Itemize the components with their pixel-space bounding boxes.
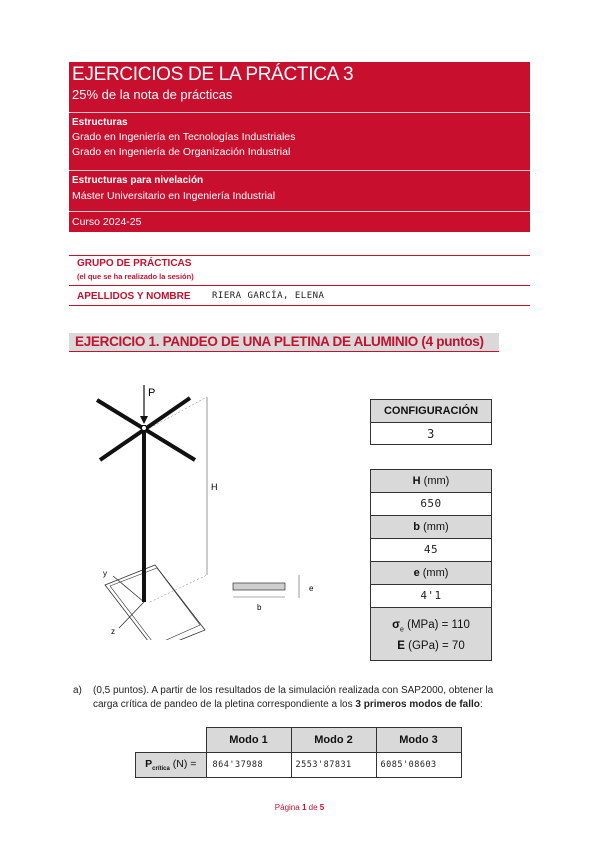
- p-unit: (N) =: [172, 757, 197, 770]
- material-properties: [371, 608, 491, 660]
- b-unit: (mm): [423, 521, 449, 533]
- course-year: Curso 2024-25: [72, 216, 142, 228]
- group-note: (el que se ha realizado la sesión): [77, 272, 194, 281]
- name-value[interactable]: RIERA GARCÍA, ELENA: [212, 291, 325, 301]
- load-arrow-head: [140, 416, 148, 424]
- question-a-bold: 3 primeros modos de fallo: [355, 699, 480, 710]
- h-label: H: [412, 475, 421, 487]
- configuration-header: CONFIGURACIÓN: [371, 400, 491, 423]
- p-symbol: P: [145, 757, 153, 770]
- elastic-modulus: [371, 638, 491, 654]
- document-title: EJERCICIOS DE LA PRÁCTICA 3: [72, 64, 354, 85]
- section-heading-structures: Estructuras: [72, 117, 128, 128]
- b-header: [371, 516, 491, 539]
- page-separator: de: [306, 803, 320, 812]
- b-label: b: [413, 521, 420, 533]
- thickness-label: e: [309, 584, 314, 593]
- h-value[interactable]: 650: [371, 493, 491, 516]
- b-value[interactable]: 45: [371, 539, 491, 562]
- mode-1-header: Modo 1: [206, 728, 291, 753]
- sigma-value: (MPa) = 110: [407, 619, 470, 631]
- configuration-box: [370, 399, 492, 445]
- modes-header-row: [136, 728, 462, 753]
- mode-3-value[interactable]: 6085'08603: [376, 753, 461, 778]
- group-mid-rule: [69, 285, 530, 286]
- document-subtitle: 25% de la nota de prácticas: [72, 87, 233, 102]
- e-header: [371, 562, 491, 585]
- mode-2-header: Modo 2: [291, 728, 376, 753]
- group-bottom-rule: [69, 305, 530, 306]
- mode-1-value[interactable]: 864'37988: [206, 753, 291, 778]
- empty-corner: [136, 728, 207, 753]
- mode-3-header: Modo 3: [376, 728, 461, 753]
- title-banner: [69, 62, 530, 232]
- height-label: H: [211, 482, 218, 492]
- banner-divider: [69, 112, 530, 113]
- E-value: (GPa) = 70: [408, 640, 465, 653]
- y-axis: [113, 576, 144, 602]
- question-a-line-1: (0,5 puntos). A partir de los resultados de la simulación realizada con SAP2000, obtener la: [93, 685, 494, 696]
- load-point: [142, 426, 147, 431]
- section-heading-levelling: Estructuras para nivelación: [72, 175, 204, 186]
- yield-stress: [371, 617, 491, 638]
- parameters-box: [370, 469, 492, 661]
- question-a-line-2-post: :: [479, 699, 483, 710]
- modes-value-row: [136, 753, 462, 778]
- exercise-heading: [69, 333, 499, 352]
- critical-load-label: [136, 753, 207, 778]
- degree-line-2: Grado en Ingeniería de Organización Industrial: [72, 146, 291, 158]
- height-extension-bottom: [150, 575, 207, 602]
- page-prefix: Página: [274, 803, 302, 812]
- exercise-title: EJERCICIO 1. PANDEO DE UNA PLETINA DE ALUMINIO (4 puntos): [75, 334, 484, 349]
- group-top-rule: [69, 255, 530, 256]
- page-footer: [0, 803, 599, 812]
- question-a-line-2-pre: carga crítica de pandeo de la pletina correspondiente a los: [93, 699, 356, 710]
- question-a-line-2: [93, 698, 530, 712]
- column-diagram: [85, 380, 345, 640]
- load-label: P: [148, 387, 156, 399]
- base-plate-inner: [110, 568, 200, 640]
- height-extension-top: [150, 397, 207, 428]
- banner-divider: [69, 170, 530, 171]
- name-label: APELLIDOS Y NOMBRE: [77, 291, 191, 302]
- sigma-subscript: e: [400, 626, 404, 634]
- sigma-symbol: σ: [392, 619, 400, 631]
- base-plate: [105, 565, 205, 640]
- h-unit: (mm): [423, 475, 450, 487]
- modes-table: [135, 727, 462, 778]
- page-number: 1: [301, 803, 307, 812]
- e-label: e: [413, 567, 420, 579]
- section-rect: [233, 583, 285, 590]
- banner-divider: [69, 211, 530, 212]
- z-axis-label: z: [111, 627, 115, 636]
- e-value[interactable]: 4'1: [371, 585, 491, 608]
- master-line: Máster Universitario en Ingeniería Industrial: [72, 190, 276, 202]
- h-header: [371, 470, 491, 493]
- mode-2-value[interactable]: 2553'87831: [291, 753, 376, 778]
- group-label: GRUPO DE PRÁCTICAS: [77, 258, 192, 269]
- p-subscript: crítica: [152, 766, 170, 773]
- configuration-value[interactable]: 3: [427, 427, 435, 441]
- E-label: E: [397, 640, 405, 653]
- question-a-text: [93, 684, 530, 712]
- degree-line-1: Grado en Ingeniería en Tecnologías Industriales: [72, 131, 296, 143]
- page-total: 5: [319, 803, 325, 812]
- width-label: b: [257, 603, 262, 612]
- question-a-marker: a): [73, 685, 82, 696]
- y-axis-label: y: [103, 569, 107, 578]
- e-unit: (mm): [422, 567, 449, 579]
- z-axis: [119, 602, 144, 628]
